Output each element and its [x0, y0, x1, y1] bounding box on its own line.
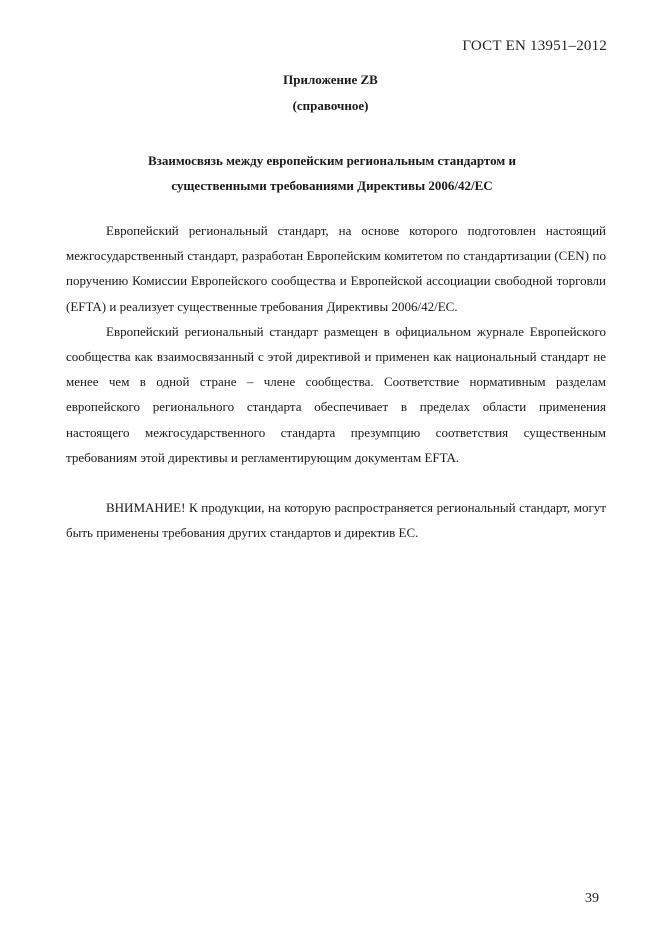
- paragraph-1: Европейский региональный стандарт, на основе которого подготовлен настоящий межгосударственный стандарт, разработан Европейским комитетом по стандартизации (CEN) по поручению Комиссии Европейского сообщества и Европейской ассоциации свободной торговли (EFTA) и реализует существенные требования Директивы 2006/42/ЕС.: [66, 223, 606, 314]
- page-number: 39: [585, 891, 599, 906]
- paragraph-2: Европейский региональный стандарт размещен в официальном журнале Европейского сообщества как взаимосвязанный с этой директивой и применен как национальный стандарт не менее чем в одной стране – члене сообщества. Соответствие нормативным разделам европейского регионального стандарта обеспечивает в пределах области применения настоящего межгосударственного стандарта презумпцию соответствия существенным требованиям этой директивы и регламентирующим документам EFTA.: [66, 323, 606, 465]
- section-heading-line-1: Взаимосвязь между европейским региональным стандартом и: [148, 153, 516, 168]
- paragraph-warning: ВНИМАНИЕ! К продукции, на которую распространяется региональный стандарт, могут быть применены требования других стандартов и директив ЕС.: [66, 500, 606, 541]
- body-text: [66, 218, 606, 545]
- section-heading-line-2: существенными требованиями Директивы 2006/42/ЕС: [171, 178, 493, 193]
- section-heading: [62, 148, 602, 198]
- appendix-title: Приложение ZB: [283, 72, 378, 87]
- document-code: ГОСТ EN 13951–2012: [462, 38, 607, 54]
- appendix-subtitle: (справочное): [292, 98, 369, 113]
